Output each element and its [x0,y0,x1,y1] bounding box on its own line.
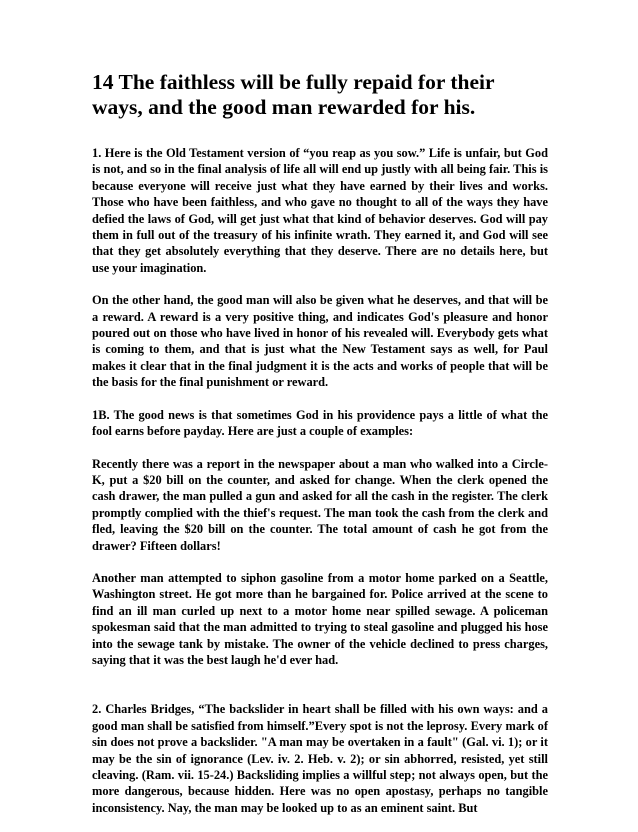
paragraph-good-man: On the other hand, the good man will also be given what he deserves, and that will be a reward. A reward is a very positive thing, and indicates God's pleasure and honor poured out on those who have lived in honor of his revealed will. Everybody gets what is coming to them, and that is just what the New Testament says as well, for Paul makes it clear that in the final judgment it is the acts and works of people that will be the basis for the final punishment or reward. [92,293,548,390]
document-title: 14 The faithless will be fully repaid for their ways, and the good man rewarded for his. [92,70,495,119]
paragraph-good-news: 1B. The good news is that sometimes God in his providence pays a little of what the fool earns before payday. Here are just a couple of examples: [92,407,548,439]
paragraph-circle-k: Recently there was a report in the newspaper about a man who walked into a Circle-K, put a $20 bill on the counter, and asked for change. When the clerk opened the cash drawer, the man pulled a gun and asked for all the cash in the register. The clerk promptly complied with the thief's request. The man took the cash from the clerk and fled, leaving the $20 bill on the counter. The total amount of cash he got from the drawer? Fifteen dollars! [92,456,548,553]
paragraph-bridges: 2. Charles Bridges, “The backslider in heart shall be filled with his own ways: and a good man shall be satisfied from himself.”Every spot is not the leprosy. Every mark of sin does not prove a backslider. "A man may be overtaken in a fault" (Gal. vi. 1); or it may be the sin of ignorance (Lev. iv. 2. Heb. v. 2); or sin abhorred, resisted, yet still cleaving. (Ram. vii. 15-24.) Backsliding implies a willful step; not always open, but the more dangerous, because hidden. Here was no open apostasy, perhaps no tangible inconsistency. Nay, the man may be looked up to as an eminent saint. But [92,702,548,815]
paragraph-seattle: Another man attempted to siphon gasoline from a motor home parked on a Seattle, Washington street. He got more than he bargained for. Police arrived at the scene to find an ill man curled up next to a motor home near spilled sewage. A policeman spokesman said that the man admitted to trying to steal gasoline and plugged his hose into the sewage tank by mistake. The owner of the vehicle declined to press charges, saying that it was the best laugh he'd ever had. [92,570,548,667]
document-page [92,70,548,832]
paragraph-old-testament: 1. Here is the Old Testament version of “you reap as you sow.” Life is unfair, but God is not, and so in the final analysis of life all will end up justly with all being fair. This is because everyone will receive just what they have earned by their lives and works. Those who have been faithless, and who gave no thought to all of the ways they have defied the laws of God, will get just what that kind of behavior deserves. God will pay them in full out of the treasury of his infinite wrath. They earned it, and God will see that they get absolutely everything that they deserve. There are no details here, but use your imagination. [92,146,548,275]
